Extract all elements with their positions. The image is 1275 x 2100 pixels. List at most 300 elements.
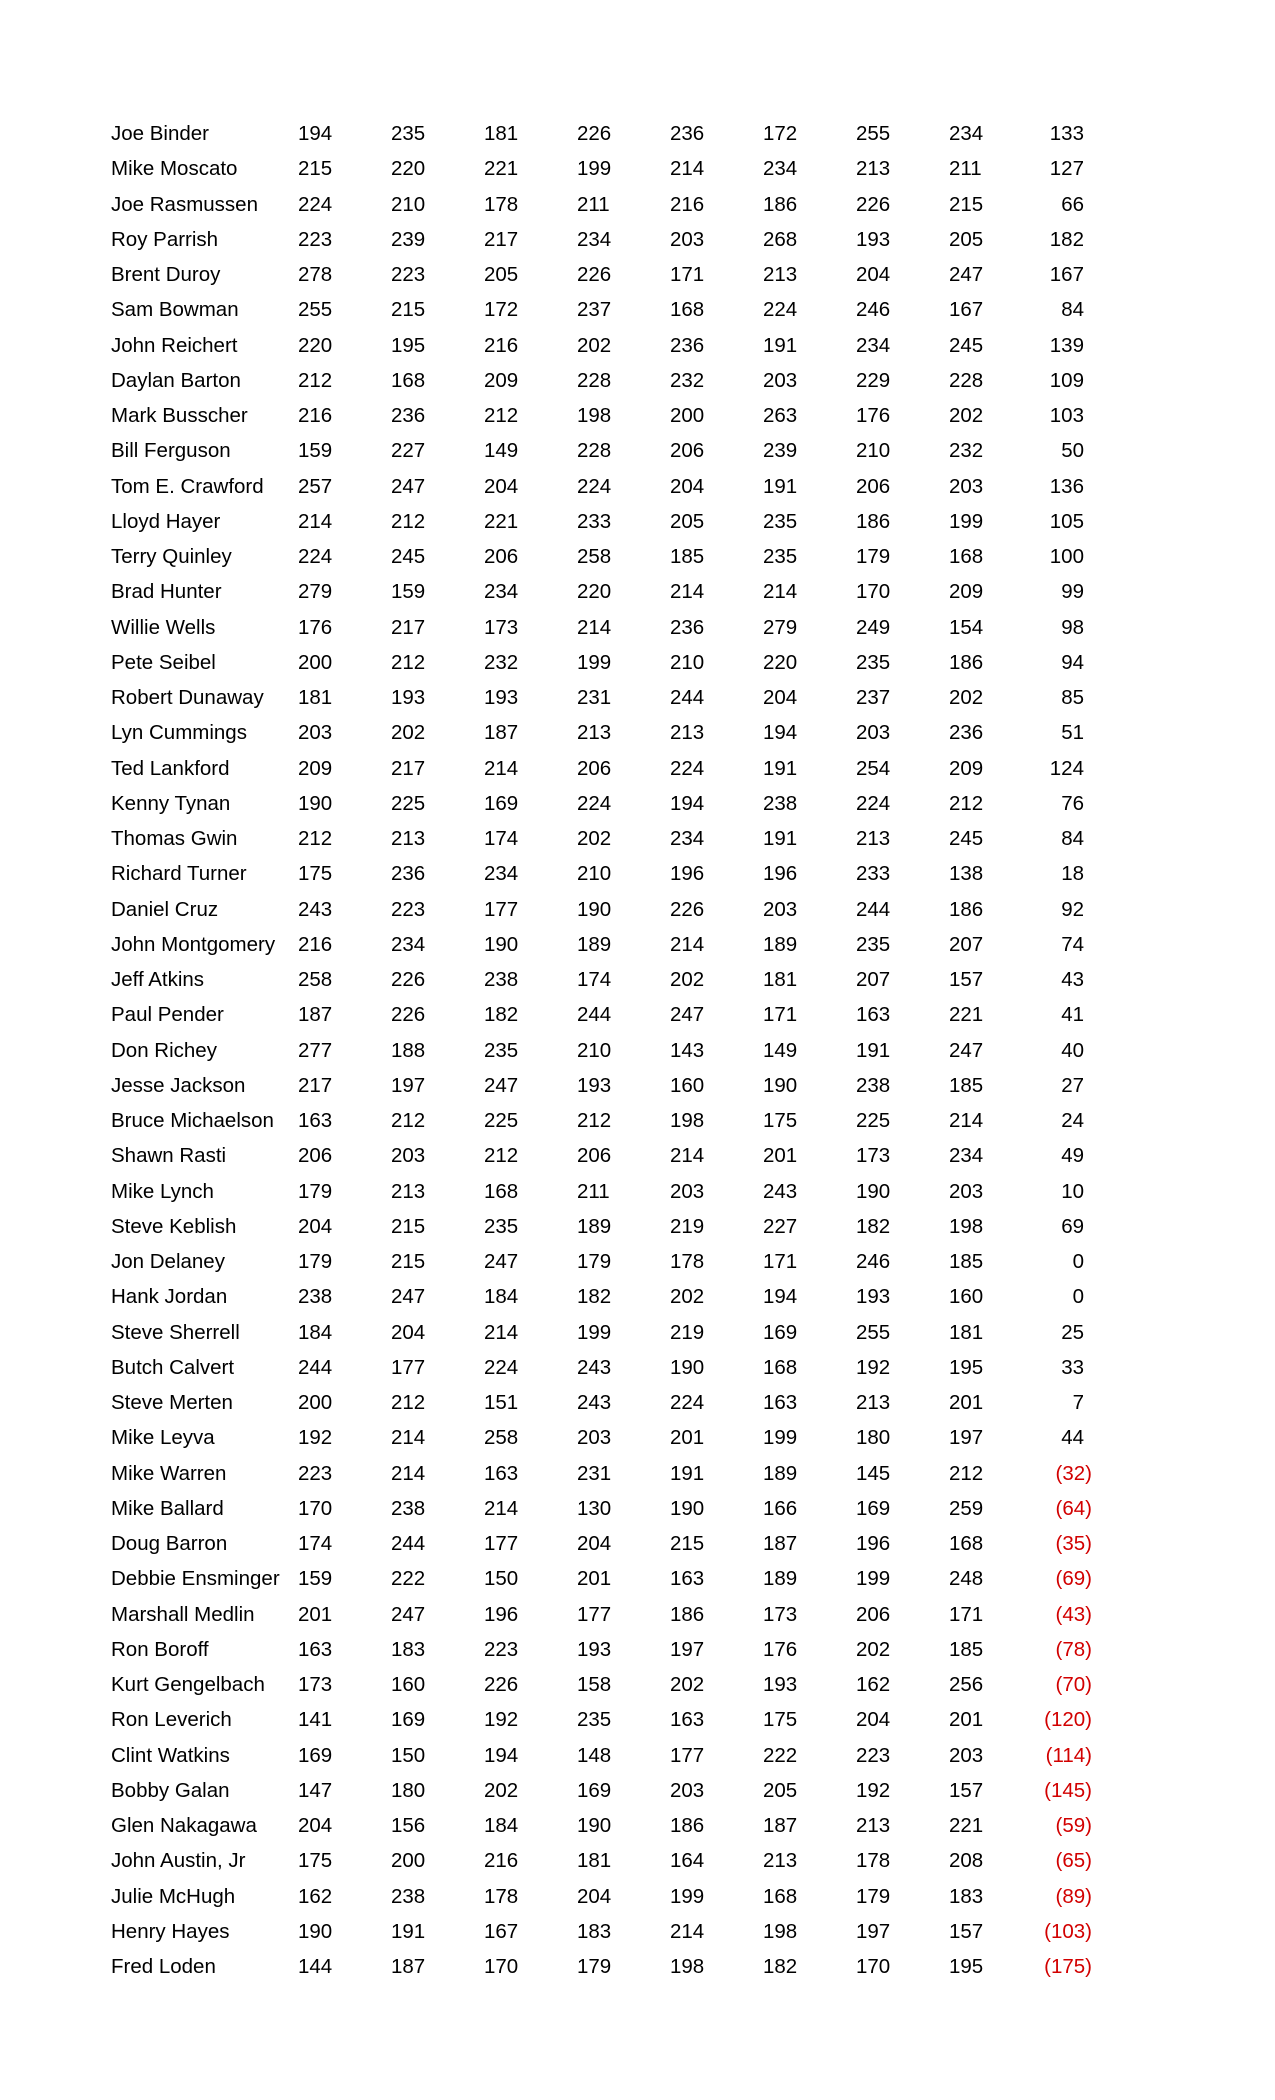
game-score-6: 201 — [763, 1144, 798, 1168]
game-score-1: 194 — [298, 122, 333, 145]
game-score-1: 212 — [298, 368, 333, 392]
game-score-6: 220 — [763, 650, 798, 674]
bowler-name: John Montgomery — [111, 932, 276, 956]
game-score-3: 234 — [484, 862, 519, 886]
game-score-8: 168 — [949, 545, 984, 568]
game-score-6: 194 — [763, 1285, 798, 1309]
game-score-3: 178 — [484, 1884, 519, 1908]
game-score-1: 144 — [298, 1955, 333, 1978]
difference-value: 49 — [1061, 1144, 1084, 1168]
game-score-2: 202 — [391, 721, 426, 745]
bowler-name: Glen Nakagawa — [111, 1814, 257, 1837]
game-score-4: 233 — [577, 509, 612, 533]
game-score-7: 206 — [856, 1602, 891, 1626]
game-score-2: 239 — [391, 227, 426, 251]
negative-difference-value: (65) — [1055, 1849, 1092, 1873]
game-score-6: 171 — [763, 1003, 798, 1027]
game-score-6: 196 — [763, 862, 798, 886]
game-score-4: 210 — [577, 862, 612, 886]
game-score-7: 234 — [856, 333, 891, 357]
game-score-1: 216 — [298, 404, 333, 427]
game-score-2: 159 — [391, 580, 426, 604]
game-score-7: 254 — [856, 756, 891, 780]
bowler-name: Bruce Michaelson — [111, 1109, 274, 1132]
game-score-3: 184 — [484, 1814, 519, 1837]
bowler-name: Willie Wells — [111, 615, 216, 639]
bowler-scores-table — [0, 116, 1275, 1984]
game-score-3: 214 — [484, 756, 519, 780]
negative-difference-value: (64) — [1055, 1496, 1092, 1520]
table-row — [0, 786, 1275, 821]
table-row — [0, 962, 1275, 997]
game-score-4: 224 — [577, 474, 612, 498]
game-score-6: 198 — [763, 1919, 798, 1943]
game-score-2: 234 — [391, 932, 426, 956]
game-score-7: 179 — [856, 1884, 891, 1908]
game-score-5: 200 — [670, 404, 705, 427]
game-score-4: 231 — [577, 686, 612, 709]
bowler-name: Mike Lynch — [111, 1179, 214, 1203]
game-score-3: 238 — [484, 968, 519, 991]
game-score-8: 232 — [949, 439, 984, 463]
game-score-2: 217 — [391, 756, 426, 780]
game-score-1: 200 — [298, 650, 333, 674]
game-score-2: 197 — [391, 1073, 426, 1097]
game-score-3: 223 — [484, 1637, 519, 1661]
game-score-7: 238 — [856, 1073, 891, 1097]
game-score-1: 279 — [298, 580, 333, 604]
game-score-5: 204 — [670, 474, 705, 498]
game-score-3: 205 — [484, 263, 519, 286]
game-score-6: 171 — [763, 1250, 798, 1273]
table-row — [0, 610, 1275, 645]
game-score-8: 205 — [949, 227, 984, 251]
game-score-5: 185 — [670, 545, 705, 568]
game-score-6: 181 — [763, 968, 798, 991]
game-score-1: 179 — [298, 1250, 333, 1273]
bowler-name: Mark Busscher — [111, 404, 248, 427]
game-score-5: 214 — [670, 580, 705, 604]
game-score-2: 191 — [391, 1919, 426, 1943]
game-score-1: 204 — [298, 1814, 333, 1837]
game-score-1: 163 — [298, 1109, 333, 1132]
difference-value: 33 — [1061, 1355, 1084, 1379]
game-score-6: 268 — [763, 227, 798, 251]
bowler-name: John Austin, Jr — [111, 1849, 246, 1873]
game-score-7: 226 — [856, 192, 891, 216]
game-score-8: 186 — [949, 897, 984, 921]
table-row — [0, 1738, 1275, 1773]
game-score-7: 145 — [856, 1461, 891, 1485]
bowler-name: Lloyd Hayer — [111, 509, 221, 533]
game-score-8: 201 — [949, 1391, 984, 1414]
game-score-5: 205 — [670, 509, 705, 533]
game-score-3: 184 — [484, 1285, 519, 1309]
bowler-name: Jon Delaney — [111, 1250, 225, 1273]
table-row — [0, 398, 1275, 433]
game-score-2: 214 — [391, 1426, 426, 1450]
game-score-7: 193 — [856, 227, 891, 251]
game-score-2: 187 — [391, 1955, 426, 1978]
game-score-3: 167 — [484, 1919, 519, 1943]
game-score-7: 186 — [856, 509, 891, 533]
game-score-3: 169 — [484, 791, 519, 815]
difference-value: 98 — [1061, 615, 1084, 639]
game-score-2: 244 — [391, 1532, 426, 1555]
game-score-3: 216 — [484, 1849, 519, 1873]
game-score-8: 185 — [949, 1637, 984, 1661]
game-score-7: 204 — [856, 263, 891, 286]
game-score-8: 234 — [949, 122, 984, 145]
game-score-8: 201 — [949, 1708, 984, 1732]
game-score-1: 176 — [298, 615, 333, 639]
table-row — [0, 1914, 1275, 1949]
difference-value: 50 — [1061, 439, 1084, 463]
game-score-3: 202 — [484, 1778, 519, 1802]
game-score-1: 206 — [298, 1144, 333, 1168]
game-score-1: 238 — [298, 1285, 333, 1309]
difference-value: 127 — [1049, 157, 1084, 181]
game-score-2: 247 — [391, 474, 426, 498]
game-score-4: 177 — [577, 1602, 612, 1626]
game-score-1: 192 — [298, 1426, 333, 1450]
game-score-3: 192 — [484, 1708, 519, 1732]
game-score-4: 189 — [577, 932, 612, 956]
game-score-5: 234 — [670, 827, 705, 850]
game-score-8: 215 — [949, 192, 984, 216]
game-score-4: 203 — [577, 1426, 612, 1450]
game-score-7: 170 — [856, 580, 891, 604]
game-score-4: 226 — [577, 263, 612, 286]
table-row — [0, 1209, 1275, 1244]
bowler-name: Joe Binder — [111, 122, 210, 145]
game-score-4: 202 — [577, 333, 612, 357]
game-score-2: 180 — [391, 1778, 426, 1802]
game-score-5: 198 — [670, 1109, 705, 1132]
game-score-1: 201 — [298, 1602, 333, 1626]
game-score-3: 194 — [484, 1743, 519, 1767]
bowler-name: Paul Pender — [111, 1003, 224, 1027]
negative-difference-value: (120) — [1044, 1708, 1092, 1732]
game-score-5: 203 — [670, 1179, 705, 1203]
game-score-5: 206 — [670, 439, 705, 463]
bowler-name: Daniel Cruz — [111, 897, 219, 921]
game-score-7: 162 — [856, 1673, 891, 1696]
game-score-4: 174 — [577, 968, 612, 991]
game-score-4: 190 — [577, 897, 612, 921]
game-score-4: 226 — [577, 122, 612, 145]
bowler-name: Steve Sherrell — [111, 1320, 240, 1344]
game-score-8: 168 — [949, 1532, 984, 1555]
game-score-7: 210 — [856, 439, 891, 463]
bowler-name: Brad Hunter — [111, 580, 222, 604]
game-score-5: 244 — [670, 686, 705, 709]
game-score-5: 194 — [670, 791, 705, 815]
game-score-7: 192 — [856, 1778, 891, 1802]
game-score-3: 235 — [484, 1214, 519, 1238]
game-score-6: 214 — [763, 580, 798, 604]
game-score-5: 186 — [670, 1602, 705, 1626]
game-score-7: 163 — [856, 1003, 891, 1027]
game-score-8: 181 — [949, 1320, 984, 1344]
table-row — [0, 1068, 1275, 1103]
game-score-8: 245 — [949, 333, 984, 357]
table-row — [0, 821, 1275, 856]
game-score-7: 199 — [856, 1567, 891, 1591]
table-row — [0, 892, 1275, 927]
game-score-4: 213 — [577, 721, 612, 745]
bowler-name: Doug Barron — [111, 1532, 228, 1555]
game-score-7: 182 — [856, 1214, 891, 1238]
game-score-8: 212 — [949, 791, 984, 815]
game-score-2: 238 — [391, 1884, 426, 1908]
game-score-1: 163 — [298, 1637, 333, 1661]
table-row — [0, 292, 1275, 327]
game-score-1: 277 — [298, 1038, 333, 1062]
bowler-name: Bobby Galan — [111, 1778, 230, 1802]
game-score-3: 173 — [484, 615, 519, 639]
game-score-4: 179 — [577, 1250, 612, 1273]
game-score-8: 203 — [949, 1743, 984, 1767]
game-score-5: 198 — [670, 1955, 705, 1978]
difference-value: 94 — [1061, 650, 1084, 674]
game-score-3: 212 — [484, 404, 519, 427]
bowler-name: Steve Merten — [111, 1391, 233, 1414]
game-score-2: 177 — [391, 1355, 426, 1379]
game-score-1: 169 — [298, 1743, 333, 1767]
table-row — [0, 1244, 1275, 1279]
game-score-3: 214 — [484, 1320, 519, 1344]
game-score-3: 216 — [484, 333, 519, 357]
game-score-5: 210 — [670, 650, 705, 674]
game-score-4: 235 — [577, 1708, 612, 1732]
game-score-4: 130 — [577, 1496, 612, 1520]
table-row — [0, 680, 1275, 715]
game-score-8: 171 — [949, 1602, 984, 1626]
game-score-6: 234 — [763, 157, 798, 181]
game-score-8: 245 — [949, 827, 984, 850]
game-score-1: 190 — [298, 1919, 333, 1943]
game-score-4: 179 — [577, 1955, 612, 1978]
game-score-6: 279 — [763, 615, 798, 639]
game-score-4: 243 — [577, 1355, 612, 1379]
game-score-7: 213 — [856, 1391, 891, 1414]
game-score-7: 191 — [856, 1038, 891, 1062]
game-score-5: 214 — [670, 157, 705, 181]
game-score-2: 223 — [391, 263, 426, 286]
table-row — [0, 574, 1275, 609]
game-score-7: 196 — [856, 1532, 891, 1555]
game-score-7: 235 — [856, 932, 891, 956]
game-score-2: 238 — [391, 1496, 426, 1520]
table-row — [0, 433, 1275, 468]
game-score-4: 169 — [577, 1778, 612, 1802]
difference-value: 7 — [1072, 1391, 1084, 1414]
difference-value: 0 — [1072, 1285, 1084, 1309]
game-score-7: 237 — [856, 686, 891, 709]
bowler-name: Ron Leverich — [111, 1708, 232, 1732]
game-score-8: 221 — [949, 1003, 984, 1027]
game-score-4: 224 — [577, 791, 612, 815]
game-score-6: 163 — [763, 1391, 798, 1414]
game-score-3: 234 — [484, 580, 519, 604]
game-score-8: 214 — [949, 1109, 984, 1132]
difference-value: 25 — [1061, 1320, 1084, 1344]
game-score-4: 190 — [577, 1814, 612, 1837]
game-score-3: 168 — [484, 1179, 519, 1203]
game-score-1: 187 — [298, 1003, 333, 1027]
game-score-2: 204 — [391, 1320, 426, 1344]
table-row — [0, 222, 1275, 257]
game-score-6: 239 — [763, 439, 798, 463]
table-row — [0, 1526, 1275, 1561]
game-score-7: 173 — [856, 1144, 891, 1168]
game-score-4: 148 — [577, 1743, 612, 1767]
game-score-2: 193 — [391, 686, 426, 709]
game-score-3: 181 — [484, 122, 519, 145]
bowler-name: Roy Parrish — [111, 227, 219, 251]
game-score-3: 206 — [484, 545, 519, 568]
game-score-7: 207 — [856, 968, 891, 991]
game-score-2: 213 — [391, 1179, 426, 1203]
table-row — [0, 1491, 1275, 1526]
game-score-7: 229 — [856, 368, 891, 392]
game-score-4: 204 — [577, 1884, 612, 1908]
game-score-8: 167 — [949, 298, 984, 322]
game-score-7: 244 — [856, 897, 891, 921]
table-row — [0, 1597, 1275, 1632]
game-score-3: 204 — [484, 474, 519, 498]
game-score-3: 225 — [484, 1109, 519, 1132]
game-score-8: 203 — [949, 1179, 984, 1203]
game-score-1: 179 — [298, 1179, 333, 1203]
game-score-5: 214 — [670, 932, 705, 956]
game-score-1: 190 — [298, 791, 333, 815]
game-score-8: 207 — [949, 932, 984, 956]
bowler-name: Kurt Gengelbach — [111, 1673, 265, 1696]
table-row — [0, 187, 1275, 222]
game-score-6: 169 — [763, 1320, 798, 1344]
bowler-name: Mike Moscato — [111, 157, 238, 181]
game-score-4: 183 — [577, 1919, 612, 1943]
bowler-name: Jesse Jackson — [111, 1073, 246, 1097]
game-score-6: 191 — [763, 333, 798, 357]
difference-value: 41 — [1061, 1003, 1084, 1027]
game-score-6: 186 — [763, 192, 798, 216]
game-score-8: 203 — [949, 474, 984, 498]
game-score-5: 224 — [670, 1391, 705, 1414]
bowler-name: Jeff Atkins — [111, 968, 205, 991]
game-score-2: 169 — [391, 1708, 426, 1732]
difference-value: 74 — [1061, 932, 1084, 956]
game-score-4: 206 — [577, 1144, 612, 1168]
game-score-1: 175 — [298, 1849, 333, 1873]
game-score-8: 138 — [949, 862, 984, 886]
game-score-1: 159 — [298, 1567, 333, 1591]
game-score-5: 171 — [670, 263, 705, 286]
difference-value: 182 — [1049, 227, 1084, 251]
game-score-7: 223 — [856, 1743, 891, 1767]
game-score-8: 157 — [949, 1919, 984, 1943]
game-score-3: 182 — [484, 1003, 519, 1027]
game-score-8: 195 — [949, 1355, 984, 1379]
game-score-3: 190 — [484, 932, 519, 956]
table-row — [0, 1174, 1275, 1209]
game-score-3: 214 — [484, 1496, 519, 1520]
game-score-3: 232 — [484, 650, 519, 674]
table-row — [0, 328, 1275, 363]
game-score-5: 224 — [670, 756, 705, 780]
game-score-1: 174 — [298, 1532, 333, 1555]
game-score-5: 232 — [670, 368, 705, 392]
game-score-1: 162 — [298, 1884, 333, 1908]
game-score-3: 247 — [484, 1073, 519, 1097]
table-row — [0, 1667, 1275, 1702]
game-score-3: 196 — [484, 1602, 519, 1626]
game-score-3: 221 — [484, 509, 519, 533]
negative-difference-value: (35) — [1055, 1532, 1092, 1555]
game-score-4: 237 — [577, 298, 612, 322]
game-score-1: 220 — [298, 333, 333, 357]
game-score-2: 222 — [391, 1567, 426, 1591]
game-score-2: 220 — [391, 157, 426, 181]
game-score-2: 212 — [391, 650, 426, 674]
difference-value: 44 — [1061, 1426, 1084, 1450]
table-row — [0, 751, 1275, 786]
difference-value: 18 — [1061, 862, 1084, 886]
game-score-7: 197 — [856, 1919, 891, 1943]
game-score-6: 224 — [763, 298, 798, 322]
game-score-3: 247 — [484, 1250, 519, 1273]
game-score-3: 209 — [484, 368, 519, 392]
game-score-8: 186 — [949, 650, 984, 674]
bowler-name: Kenny Tynan — [111, 791, 231, 815]
game-score-1: 203 — [298, 721, 333, 745]
game-score-1: 217 — [298, 1073, 333, 1097]
bowler-name: Ted Lankford — [111, 756, 230, 780]
game-score-8: 183 — [949, 1884, 984, 1908]
bowler-name: Mike Warren — [111, 1461, 227, 1485]
game-score-8: 195 — [949, 1955, 984, 1978]
difference-value: 51 — [1061, 721, 1084, 745]
game-score-8: 154 — [949, 615, 984, 639]
game-score-6: 205 — [763, 1778, 798, 1802]
game-score-6: 222 — [763, 1743, 798, 1767]
game-score-2: 168 — [391, 368, 426, 392]
game-score-7: 192 — [856, 1355, 891, 1379]
bowler-name: Marshall Medlin — [111, 1602, 255, 1626]
difference-value: 136 — [1049, 474, 1084, 498]
game-score-7: 190 — [856, 1179, 891, 1203]
game-score-8: 212 — [949, 1461, 984, 1485]
game-score-8: 199 — [949, 509, 984, 533]
game-score-4: 258 — [577, 545, 612, 568]
bowler-name: Steve Keblish — [111, 1214, 237, 1238]
difference-value: 109 — [1049, 368, 1084, 392]
game-score-7: 170 — [856, 1955, 891, 1978]
bowler-name: Richard Turner — [111, 862, 247, 886]
game-score-4: 244 — [577, 1003, 612, 1027]
game-score-1: 147 — [298, 1778, 333, 1802]
game-score-7: 202 — [856, 1637, 891, 1661]
game-score-1: 170 — [298, 1496, 333, 1520]
game-score-8: 259 — [949, 1496, 984, 1520]
game-score-3: 178 — [484, 192, 519, 216]
game-score-5: 236 — [670, 122, 705, 145]
game-score-7: 213 — [856, 827, 891, 850]
game-score-3: 221 — [484, 157, 519, 181]
game-score-7: 193 — [856, 1285, 891, 1309]
